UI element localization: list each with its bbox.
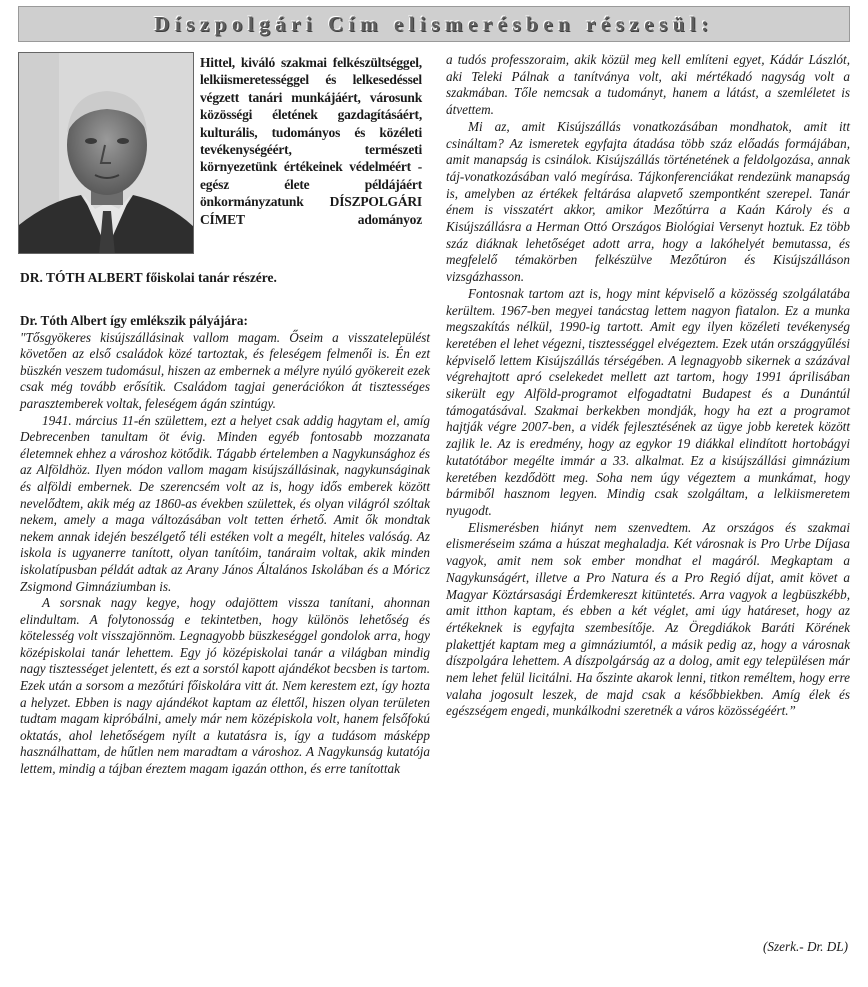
article-paragraph: "Tősgyökeres kisújszállásinak vallom magam. Őseim a visszatelepülést követően az első családok közé tartoztak, és feleségem felmenői is. Én ezt büszkén veszem tudomásul, hiszen az embernek a mélyre nyúló gyökereit ezek csak még tovább erősítik. Családom tagjai generációkon át tisztességes parasztemberek voltak, feleségem ágán szintúgy.: [20, 329, 430, 411]
article-paragraph: a tudós professzoraim, akik közül meg kell említeni egyet, Kádár Lászlót, aki Teleki Pálnak a tanítványa volt, aki mértékadó nagyság volt a szakmában. Tőle nemcsak a tudományt, hanem a látást, a szemléletet is átvettem.: [446, 52, 850, 118]
article-left-column: [20, 313, 430, 778]
portrait-photo: [18, 52, 194, 254]
article-right-column: [446, 52, 850, 720]
article-paragraph: 1941. március 11-én születtem, ezt a helyet csak addig hagytam el, amíg Debrecenben tanultam öt évig. Minden egyéb fontosabb mozzanata életemnek ehhez a városhoz kötődik. Tágabb értelemben a Nagykunsághoz és az Alföldhöz. Ilyen módon vallom magam kisújszállásinak, nagykunságinak és alföldi embernek. De szerencsém volt az is, hogy idős emberek között nevelődtem, akik még az 1860-as években születtek, és olyan világról szóltak nekem, amely a maga változásában volt tetten érhető. Amit ők mondtak nekem annak idején beszélgető téli estéken volt a megélt, hiteles valóság. Az iskola is ugyanerre tanított, olyan tanítóim, tanáraim voltak, akik minden iskolatípusban példát adtak az Arany János Általános Iskolában és a Móricz Zsigmond Gimnáziumban is.: [20, 412, 430, 594]
article-paragraph: Elismerésben hiányt nem szenvedtem. Az országos és szakmai elismeréseim száma a húszat meghaladja. Két városnak is Pro Urbe Díjasa vagyok, amit nem sok ember mondhat el magáról. Megkaptam a Nagykunságért, illetve a Pro Natura és a Pro Regió díjat, amit követ a Magyar Köztársasági Érdemkereszt kitüntetés. Arra vagyok a legbüszkébb, amit itthon kaptam, és ebben a két véglet, ami úgy határeset, hogy az értékeknek is egyfajta szembesítője. Az Öregdiákok Baráti Körének plakettjét kaptam meg a gimnáziumtól, a másik pedig az, hogy a városnak díszpolgára lehettem. A díszpolgárság az a dolog, amit egy településen már nem lehet felül licitálni. Ha őszinte akarok lenni, titkon reméltem, hogy erre valaha jogosult leszek, de majd csak a későbbiekben. Amíg élek és egészségem engedi, munkálkodni szeretnék a város közösségéért.”: [446, 519, 850, 719]
article-heading: Dr. Tóth Albert így emlékszik pályájára:: [20, 313, 248, 328]
banner-title: Díszpolgári Cím elismerésben részesül:: [154, 11, 714, 36]
title-banner: [18, 6, 850, 42]
article-paragraph: Fontosnak tartom azt is, hogy mint képviselő a közösség szolgálatába kerültem. 1967-ben megyei tanácstag lettem nagyon fiatalon. Ez a munka megszakítás nélkül, 1990-ig tartott. Amit egy ilyen közéleti tevékenység keretében el lehet végezni, tisztességgel elvégeztem. Ezek után országgyűlési képviselő lettem Kisújszállás térségében. A legnagyobb sikernek a százával végrehajtott apró cselekedet mellett azt tartom, hogy 1991 áprilisában sikerült egy Alföld-programot elfogadtatni Budapest és a Dunántúl támogatásával. Szakmai berkekben mondják, hogy ha ezt a programot hajtják végre 2007-ben, a vidék fejlesztésének az ügye jobb keretek között zajlik le. Az is eredmény, hogy az egykor 19 diákkal elindított hortobágyi kutatótábor megélte immár a 33. alkalmat. Ez a kisújszállási gimnázium keretében kezdődött meg. Soha nem úgy végeztem a munkámat, hogy bármiből hasznom legyen. Mindig csak szolgáltam, a lelkiismeretem nyugodt.: [446, 285, 850, 518]
article-paragraph: Mi az, amit Kisújszállás vonatkozásában mondhatok, amit itt csináltam? Az ismeretek egyfajta átadása több száz előadás formájában, amit manapság is csinálok. Kisújszállás történetének a feldolgozása, annak táj-vonatkozásában való megírása. Tájkonferenciákat rendezünk manapság is, amelyben az értékek feltárása alapvető szempontként szerepel. Tanár énem is visszatért akkor, amikor Mezőtúrra a Kaán Károly és a Kisújszállásra a Herman Ottó Országos Biológiai Versenyt hoztuk. Ez több száz diáknak lehetőséget adott arra, hogy a lakóhelyét bemutassa, és megfelelő témakörben felkészülve Mezőtúron és Kisújszálláson vizsgázhasson.: [446, 118, 850, 285]
award-recipient: DR. TÓTH ALBERT főiskolai tanár részére.: [20, 270, 277, 285]
article-paragraph: A sorsnak nagy kegye, hogy odajöttem vissza tanítani, ahonnan elindultam. A folytonosság e tekintetben, hogy különös lehetőség és kötelesség volt visszajönnöm. Legnagyobb büszkeséggel gondolok arra, hogy középiskolai tanár lehettem. Egy jó középiskolai tanár a világban mindig nagy tisztességet jelentett, és ezt a sorstól kapott ajándékot becsben is tartom. Ezek után a sorsom a mezőtúri főiskolára vitt át. Nem kerestem ezt, így hozta a helyzet. Ebben is nagy ajándékot kaptam az élettől, hiszen olyan területen tudtam magam kipróbálni, amely már nem középiskola volt, hanem felsőfokú oktatás, ahol lehetőségem nyílt a kutatásra is, így a tudásom másképp használhattam, de hűtlen nem maradtam a városhoz. A Nagykunság kutatója lettem, mindig a tájban éreztem magam igazán otthon, és erre tanítottak: [20, 595, 430, 777]
editor-signature: (Szerk.- Dr. DL): [763, 939, 848, 954]
portrait-illustration: [19, 53, 194, 254]
award-intro: Hittel, kiváló szakmai felkészültséggel, lelkiismeretességgel és lelkesedéssel végzett tanári munkájáért, városunk közösségi életének gazdagításáért, kulturális, tudományos és közéleti tevékenységéért, természeti környezetünk értékeinek védelméért - egész élete példájáért önkormányzatunk DÍSZPOLGÁRI CÍMET adományoz: [200, 55, 422, 227]
